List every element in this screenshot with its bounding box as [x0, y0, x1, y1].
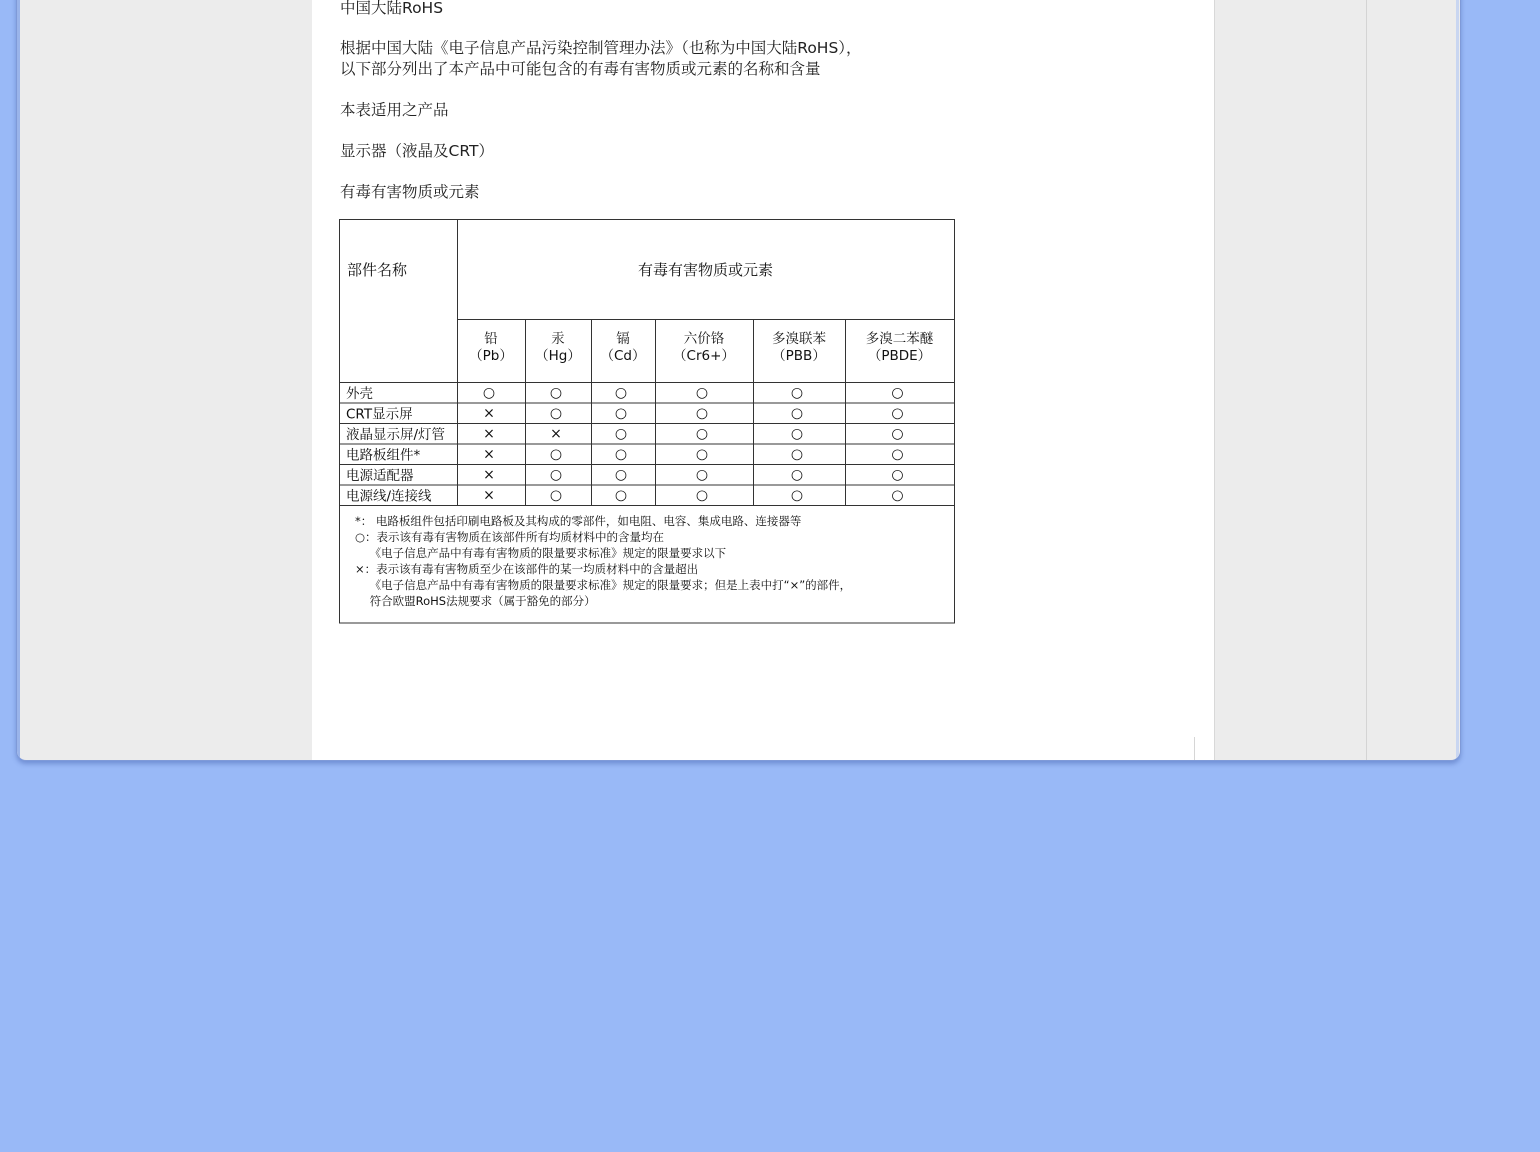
table-cell-mark: ○: [549, 467, 563, 483]
column-header-symbol: （Pb）: [469, 348, 513, 364]
table-cell-mark: ○: [614, 467, 628, 483]
table-row-part: 外壳: [346, 386, 373, 402]
substances-label: 有毒有害物质或元素: [340, 183, 480, 201]
table-cell-mark: ○: [790, 446, 804, 463]
table-note-line: ×：表示该有毒有害物质至少在该部件的某一均质材料中的含量超出: [355, 562, 699, 576]
column-header-symbol: （Hg）: [535, 348, 581, 364]
table-cell-mark: ○: [614, 405, 628, 422]
column-header-name: 铅: [484, 331, 498, 347]
table-cell-mark: ○: [891, 487, 904, 504]
column-header-name: 多溴联苯: [772, 331, 826, 347]
table-cell-mark: ○: [614, 385, 628, 401]
column-header-name: 多溴二苯醚: [865, 331, 934, 347]
table-cell-mark: ○: [614, 446, 628, 463]
group-header: 有毒有害物质或元素: [637, 261, 774, 279]
table-cell-mark: ○: [695, 426, 709, 442]
part-header: 部件名称: [347, 261, 408, 279]
table-note-line: *： 电路板组件包括印刷电路板及其构成的零部件，如电阻、电容、集成电路、连接器等: [355, 514, 802, 528]
table-cell-mark: ○: [891, 467, 904, 483]
window-right-border: [1456, 0, 1459, 760]
table-cell-mark: ○: [614, 426, 628, 442]
column-header-symbol: （Cr6+）: [673, 348, 735, 364]
column-header-symbol: （Cd）: [600, 348, 646, 364]
table-cell-mark: ○: [790, 467, 804, 483]
table-cell-mark: ○: [549, 487, 563, 504]
table-cell-mark: ×: [483, 446, 495, 463]
applies-label: 本表适用之产品: [340, 101, 449, 119]
table-row-part: 电源线/连接线: [346, 488, 432, 505]
section-heading: 中国大陆RoHS: [340, 0, 444, 17]
column-header-symbol: （PBDE）: [867, 348, 932, 364]
table-row-part: CRT显示屏: [346, 406, 413, 423]
table-cell-mark: ○: [790, 385, 804, 401]
table-cell-mark: ○: [695, 405, 709, 422]
table-note-line: 《电子信息产品中有毒有害物质的限量要求标准》规定的限量要求以下: [355, 546, 727, 560]
table-cell-mark: ×: [550, 426, 562, 442]
table-cell-mark: ○: [790, 405, 804, 422]
table-row-part: 电路板组件*: [346, 447, 421, 464]
table-cell-mark: ○: [891, 385, 904, 401]
document-window: [16, 0, 1461, 761]
table-cell-mark: ○: [549, 385, 563, 401]
table-cell-mark: ×: [483, 426, 495, 442]
table-cell-mark: ○: [891, 405, 904, 422]
table-cell-mark: ○: [695, 385, 709, 401]
content-divider: [1194, 737, 1195, 760]
table-cell-mark: ×: [483, 405, 495, 422]
table-note-line: 符合欧盟RoHS法规要求（属于豁免的部分）: [355, 594, 596, 608]
table-row-part: 液晶显示屏/灯管: [346, 427, 446, 443]
table-cell-mark: ○: [790, 426, 804, 442]
table-cell-mark: ○: [614, 487, 628, 504]
table-cell-mark: ○: [482, 385, 496, 401]
column-header-symbol: （PBB）: [772, 348, 826, 364]
table-cell-mark: ○: [695, 487, 709, 504]
intro-paragraph: [340, 38, 862, 80]
table-note-line: 《电子信息产品中有毒有害物质的限量要求标准》规定的限量要求；但是上表中打“×”的部件，: [355, 578, 852, 592]
table-row-part: 电源适配器: [346, 468, 414, 484]
product-name: 显示器（液晶及CRT）: [340, 142, 494, 160]
intro-line-2: 以下部分列出了本产品中可能包含的有毒有害物质或元素的名称和含量: [340, 60, 821, 78]
sidebar-divider: [1366, 0, 1367, 760]
table-cell-mark: ×: [483, 467, 495, 483]
table-note-line: ○：表示该有毒有害物质在该部件所有均质材料中的含量均在: [355, 530, 665, 544]
table-cell-mark: ○: [695, 446, 709, 463]
table-cell-mark: ○: [891, 446, 904, 463]
column-header-name: 汞: [551, 331, 565, 347]
table-cell-mark: ○: [790, 487, 804, 504]
table-cell-mark: ○: [549, 405, 563, 422]
table-cell-mark: ○: [549, 446, 563, 463]
hazardous-substances-table: [339, 219, 955, 624]
column-header-name: 镉: [616, 331, 630, 347]
column-header-name: 六价铬: [683, 331, 725, 347]
table-cell-mark: ○: [891, 426, 904, 442]
window-left-border: [17, 0, 20, 760]
table-cell-mark: ○: [695, 467, 709, 483]
table-cell-mark: ×: [483, 487, 495, 504]
intro-line-1: 根据中国大陆《电子信息产品污染控制管理办法》（也称为中国大陆RoHS），: [340, 39, 862, 57]
